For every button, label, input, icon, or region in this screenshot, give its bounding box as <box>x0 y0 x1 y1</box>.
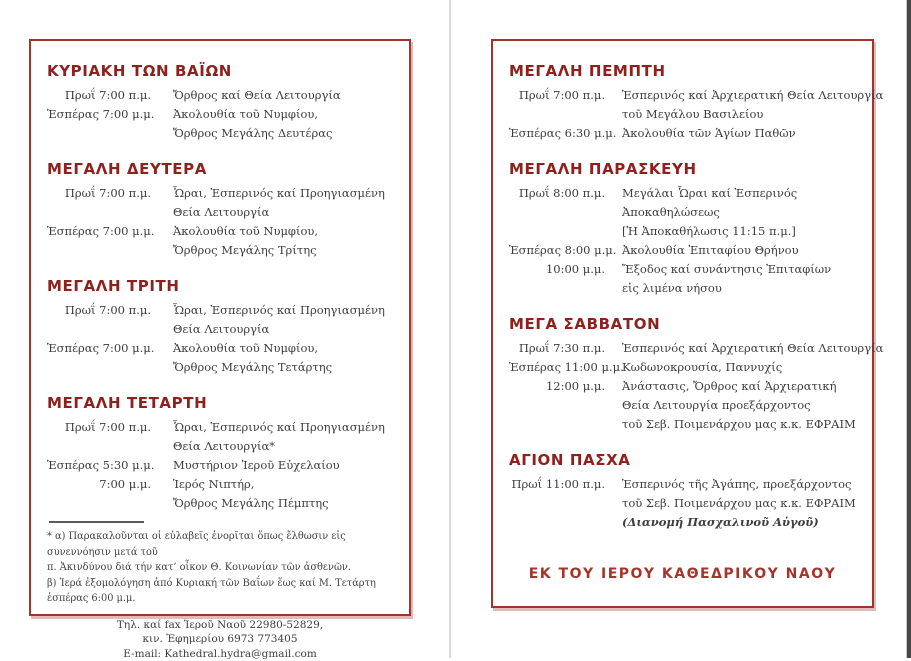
schedule-row <box>509 124 856 143</box>
schedule-page-right <box>491 39 874 608</box>
service-description <box>622 358 856 377</box>
service-time: Πρωΐ 7:30 π.μ. <box>509 339 605 358</box>
service-time: Ἑσπέρας 11:00 μ.μ. <box>509 358 605 377</box>
service-description-line: Ἀκολουθία Ἐπιταφίου Θρήνου <box>622 241 856 260</box>
schedule-page-left <box>29 39 411 616</box>
footnote-line: β) Ἱερά ἐξομολόγηση ἀπό Κυριακή τῶν Βαΐων ἕως καί Μ. Τετάρτη ἑσπέρας 6:00 μ.μ. <box>47 576 393 607</box>
service-description-line: Ὧραι, Ἑσπερινός καί Προηγιασμένη <box>173 184 393 203</box>
schedule-section <box>509 450 856 532</box>
service-description-line: Ὄρθρος Μεγάλης Πέμπτης <box>173 494 393 513</box>
schedule-row <box>47 105 393 143</box>
section-heading: ΜΕΓΑ ΣΑΒΒΑΤΟΝ <box>509 314 856 334</box>
service-time: Ἑσπέρας 6:30 μ.μ. <box>509 124 605 143</box>
service-description <box>173 418 393 456</box>
service-description <box>622 241 856 260</box>
service-description-line: Ἀκολουθία τοῦ Νυμφίου, <box>173 222 393 241</box>
service-description <box>622 86 883 124</box>
service-description-line: Θεία Λειτουργία <box>173 203 393 222</box>
schedule-section <box>47 276 393 377</box>
service-description <box>622 377 856 434</box>
section-heading: ΜΕΓΑΛΗ ΤΡΙΤΗ <box>47 276 393 296</box>
service-description-line: Ἑσπερινός καί Ἀρχιερατική Θεία Λειτουργία <box>622 339 883 358</box>
service-time: Πρωΐ 8:00 π.μ. <box>509 184 605 203</box>
service-time: 12:00 μ.μ. <box>509 377 605 396</box>
service-description-line: Ἔξοδος καί συνάντησις Ἐπιταφίων <box>622 260 856 279</box>
service-description <box>173 184 393 222</box>
schedule-row <box>509 358 856 377</box>
service-description <box>622 475 856 532</box>
service-description-line: Ἀκολουθία τῶν Ἁγίων Παθῶν <box>622 124 856 143</box>
service-description-line: τοῦ Σεβ. Ποιμενάρχου μας κ.κ. ΕΦΡΑΙΜ <box>622 494 856 513</box>
section-heading: ΜΕΓΑΛΗ ΤΕΤΑΡΤΗ <box>47 393 393 413</box>
service-description <box>173 456 393 475</box>
section-heading: ΜΕΓΑΛΗ ΔΕΥΤΕΡΑ <box>47 159 393 179</box>
service-description-line: Ἑσπερινός καί Ἀρχιερατική Θεία Λειτουργία <box>622 86 883 105</box>
service-description <box>173 105 393 143</box>
service-description-line: Ὄρθρος Μεγάλης Δευτέρας <box>173 124 393 143</box>
schedule-section <box>47 61 393 143</box>
service-description-line: Ἱερός Νιπτήρ, <box>173 475 393 494</box>
service-description-line: Κωδωνοκρουσία, Παννυχίς <box>622 358 856 377</box>
service-description-line: Θεία Λειτουργία* <box>173 437 393 456</box>
service-description-line: [Ἡ Ἀποκαθήλωσις 11:15 π.μ.] <box>622 222 856 241</box>
service-time: Πρωΐ 7:00 π.μ. <box>47 184 151 203</box>
footnote-divider-rule <box>49 521 144 523</box>
service-description-line: εἰς λιμένα νήσου <box>622 279 856 298</box>
sections-container-right <box>509 61 856 532</box>
schedule-row <box>509 184 856 241</box>
service-description-line: Μυστήριον Ἱεροῦ Εὐχελαίου <box>173 456 393 475</box>
schedule-row <box>509 377 856 434</box>
service-time: Πρωΐ 7:00 π.μ. <box>47 301 151 320</box>
service-time: Πρωΐ 7:00 π.μ. <box>47 418 151 437</box>
contact-line: Τηλ. καί fax Ἱεροῦ Ναοῦ 22980-52829, <box>47 618 393 633</box>
service-description <box>173 301 393 339</box>
service-description <box>622 260 856 298</box>
service-time: 7:00 μ.μ. <box>47 475 151 494</box>
schedule-section <box>509 61 856 143</box>
service-time: Ἑσπέρας 7:00 μ.μ. <box>47 105 151 124</box>
schedule-row <box>47 86 393 105</box>
service-description-line: Ἀνάστασις, Ὄρθρος καί Ἀρχιερατική <box>622 377 856 396</box>
service-time: Ἑσπέρας 8:00 μ.μ. <box>509 241 605 260</box>
section-heading: ΑΓΙΟΝ ΠΑΣΧΑ <box>509 450 856 470</box>
schedule-row <box>47 418 393 456</box>
contact-line: κιν. Ἐφημερίου 6973 773405 <box>47 632 393 647</box>
schedule-section <box>47 159 393 260</box>
schedule-row <box>509 86 856 124</box>
service-description-line: Ὄρθρος καί Θεία Λειτουργία <box>173 86 393 105</box>
service-time: Ἑσπέρας 7:00 μ.μ. <box>47 339 151 358</box>
service-description-line: Ἑσπερινός τῆς Ἀγάπης, προεξάρχοντος <box>622 475 856 494</box>
schedule-row <box>47 184 393 222</box>
footnotes <box>47 529 393 607</box>
footnote-line: * α) Παρακαλοῦνται οἱ εὐλαβεῖς ἐνορῖται ὅπως ἔλθωσιν εἰς συνεννόησιν μετά τοῦ <box>47 529 393 560</box>
service-description <box>173 475 393 513</box>
schedule-row <box>509 241 856 260</box>
schedule-section <box>509 314 856 434</box>
schedule-row <box>509 339 856 358</box>
service-description-line: (Διανομή Πασχαλινοῦ Αὐγοῦ) <box>622 513 856 532</box>
schedule-row <box>47 301 393 339</box>
section-heading: ΜΕΓΑΛΗ ΠΕΜΠΤΗ <box>509 61 856 81</box>
service-description <box>173 222 393 260</box>
service-description <box>622 124 856 143</box>
page-footer-signature: ΕΚ ΤΟΥ ΙΕΡΟΥ ΚΑΘΕΔΡΙΚΟΥ ΝΑΟΥ <box>493 566 872 582</box>
service-description-line: τοῦ Μεγάλου Βασιλείου <box>622 105 883 124</box>
service-description-line: Ὄρθρος Μεγάλης Τετάρτης <box>173 358 393 377</box>
scan-edge-strip <box>906 0 911 658</box>
service-description-line: τοῦ Σεβ. Ποιμενάρχου μας κ.κ. ΕΦΡΑΙΜ <box>622 415 856 434</box>
service-description-line: Ὄρθρος Μεγάλης Τρίτης <box>173 241 393 260</box>
service-description <box>173 86 393 105</box>
service-description-line: Ὧραι, Ἑσπερινός καί Προηγιασμένη <box>173 301 393 320</box>
service-time: Πρωΐ 7:00 π.μ. <box>47 86 151 105</box>
contact-line: E-mail: Kathedral.hydra@gmail.com <box>47 647 393 661</box>
service-description-line: Ἀκολουθία τοῦ Νυμφίου, <box>173 339 393 358</box>
service-description-line: Θεία Λειτουργία προεξάρχοντος <box>622 396 856 415</box>
service-time: Πρωΐ 11:00 π.μ. <box>509 475 605 494</box>
footnote-line: π. Ἀκινδύνου διά τήν κατ’ οἶκον Θ. Κοινωνίαν τῶν ἀσθενῶν. <box>47 560 393 576</box>
service-description-line: Ἀποκαθηλώσεως <box>622 203 856 222</box>
service-time: Ἑσπέρας 5:30 μ.μ. <box>47 456 151 475</box>
schedule-section <box>509 159 856 298</box>
schedule-row <box>47 222 393 260</box>
section-heading: ΜΕΓΑΛΗ ΠΑΡΑΣΚΕΥΗ <box>509 159 856 179</box>
service-time: Πρωΐ 7:00 π.μ. <box>509 86 605 105</box>
schedule-row <box>47 339 393 377</box>
service-time: Ἑσπέρας 7:00 μ.μ. <box>47 222 151 241</box>
service-description-line: Θεία Λειτουργία <box>173 320 393 339</box>
schedule-row <box>509 260 856 298</box>
schedule-row <box>47 456 393 475</box>
service-description-line: Ἀκολουθία τοῦ Νυμφίου, <box>173 105 393 124</box>
service-description <box>622 184 856 241</box>
service-description-line: Μεγάλαι Ὧραι καί Ἑσπερινός <box>622 184 856 203</box>
contact-info <box>47 618 393 661</box>
schedule-section <box>47 393 393 513</box>
page-fold-divider <box>449 0 451 658</box>
service-time: 10:00 μ.μ. <box>509 260 605 279</box>
schedule-row <box>509 475 856 532</box>
section-heading: ΚΥΡΙΑΚΗ ΤΩΝ ΒΑΪΩΝ <box>47 61 393 81</box>
service-description-line: Ὧραι, Ἑσπερινός καί Προηγιασμένη <box>173 418 393 437</box>
service-description <box>173 339 393 377</box>
schedule-row <box>47 475 393 513</box>
service-description <box>622 339 883 358</box>
sections-container-left <box>47 61 393 513</box>
